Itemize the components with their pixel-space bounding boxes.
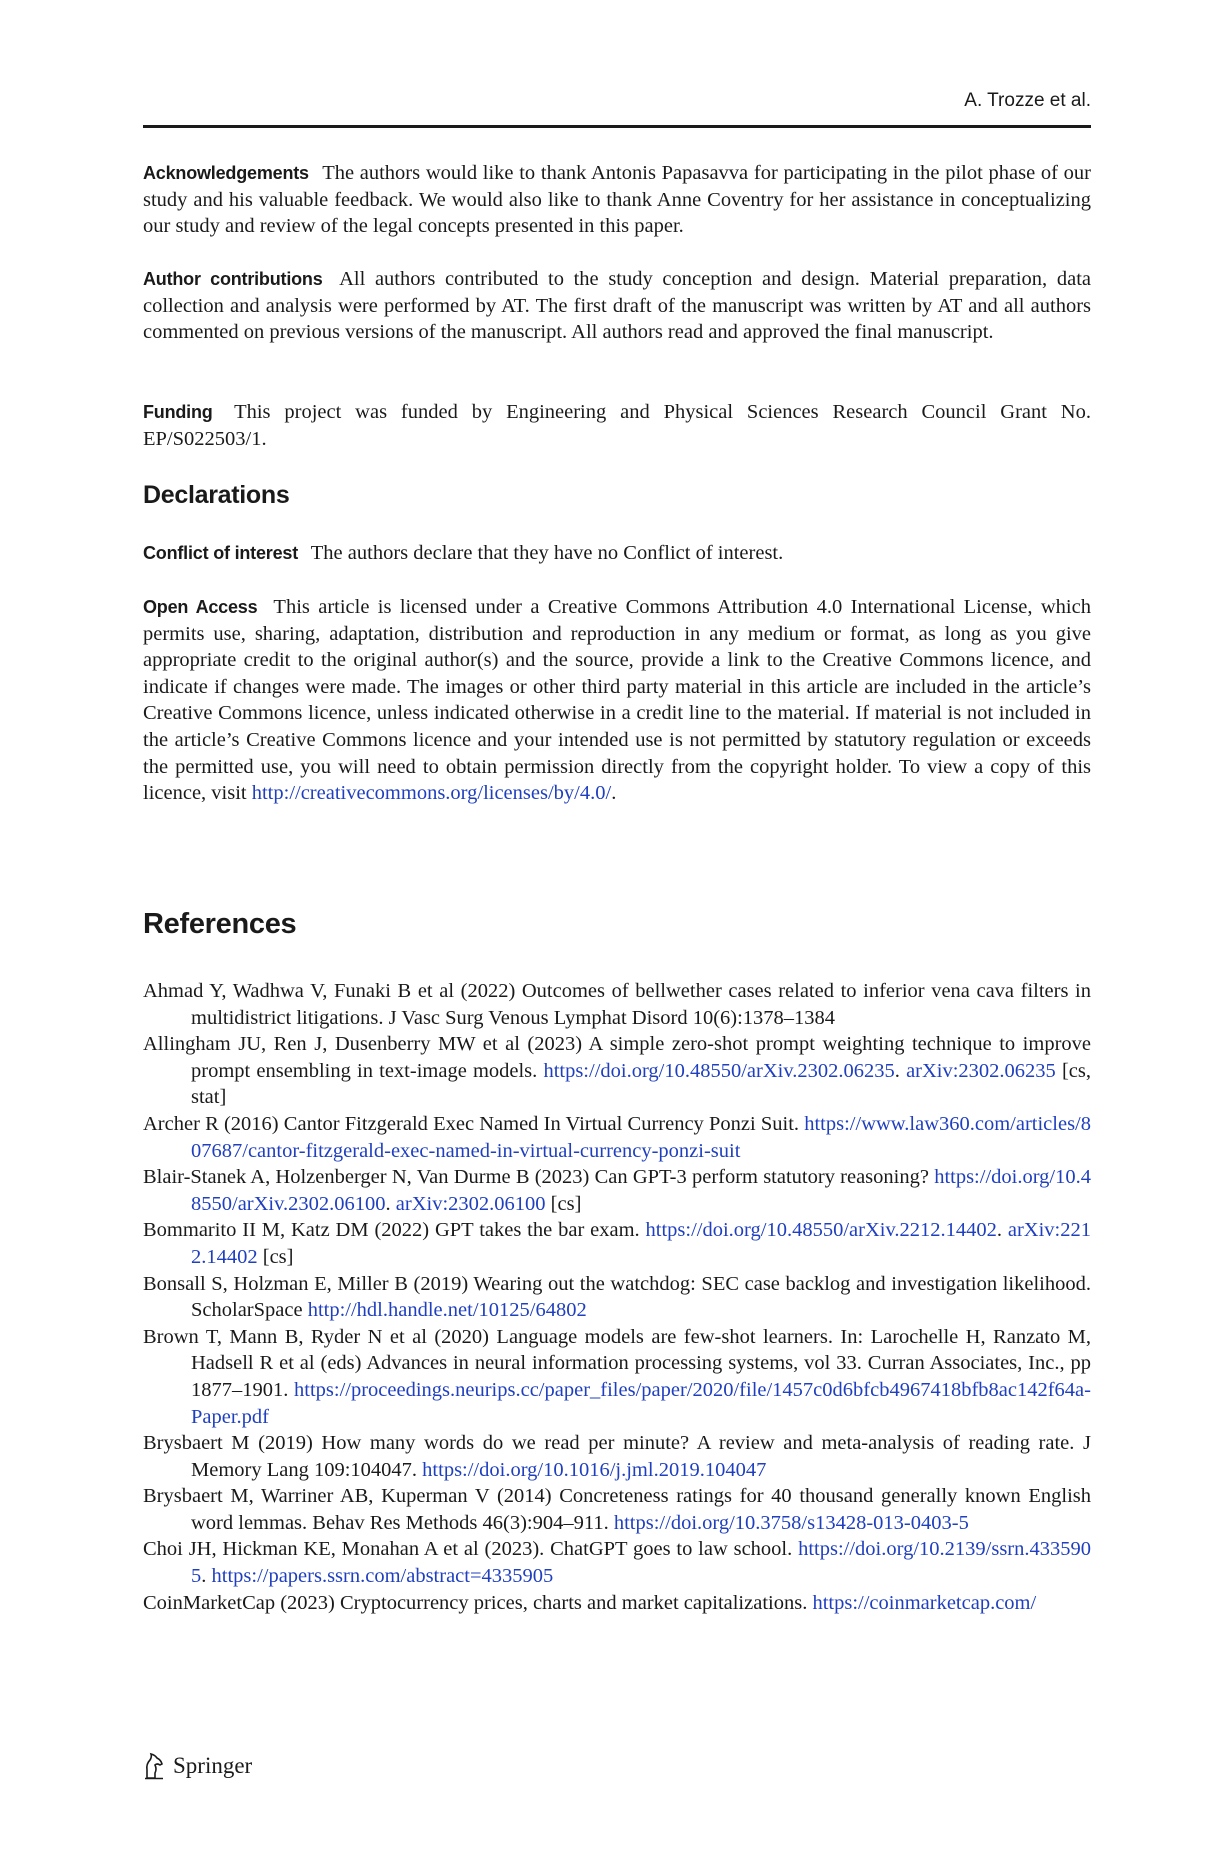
reference-link-secondary[interactable]: arXiv:2212.14402 — [191, 1219, 1091, 1268]
reference-tail: [cs, stat] — [191, 1059, 1091, 1109]
references-heading: References — [143, 908, 297, 940]
open-access-text: This article is licensed under a Creative Commons Attribution 4.0 International License, which permits use, sharing, adaptation, distribution and reproduction in any medium or format, as long as you give appropriate credit to the original author(s) and the source, provide a link to the Creative Commons licence, and indicate if changes were made. The images or other third party material in this article are included in the article’s Creative Commons licence, unless indicated otherwise in a credit line to the material. If material is not included in the article’s Creative Commons licence and your intended use is not permitted by statutory regulation or exceeds the permitted use, you will need to obtain permission directly from the copyright holder. To view a copy of this licence, visit — [143, 596, 1091, 805]
open-access-suffix: . — [611, 782, 617, 805]
reference-tail: [cs] — [257, 1245, 294, 1268]
license-link[interactable]: http://creativecommons.org/licenses/by/4.0/ — [251, 782, 612, 805]
reference-text: Ahmad Y, Wadhwa V, Funaki B et al (2022) Outcomes of bellwether cases related to inferior vena cava filters in multidistrict litigations. J Vasc Surg Venous Lymphat Disord 10(6):1378–1384 — [143, 980, 1091, 1029]
reference-separator: . — [894, 1059, 907, 1082]
reference-item — [143, 978, 1091, 1031]
reference-link[interactable]: https://doi.org/10.3758/s13428-013-0403-5 — [613, 1511, 969, 1534]
acknowledgements-text: The authors would like to thank Antonis Papasavva for participating in the pilot phase of our study and his valuable feedback. We would also like to thank Anne Coventry for her assistance in conceptualizing our study and review of the legal concepts presented in this paper. — [143, 162, 1091, 238]
acknowledgements-section — [143, 160, 1091, 240]
reference-link[interactable]: https://doi.org/10.1016/j.jml.2019.104047 — [422, 1458, 767, 1481]
reference-text: Bonsall S, Holzman E, Miller B (2019) Wearing out the watchdog: SEC case backlog and investigation likelihood. ScholarSpace — [143, 1272, 1091, 1322]
reference-text: CoinMarketCap (2023) Cryptocurrency prices, charts and market capitalizations. — [143, 1591, 813, 1614]
header-rule — [143, 125, 1091, 128]
reference-link-secondary[interactable]: arXiv:2302.06235 — [906, 1059, 1056, 1082]
reference-link[interactable]: https://doi.org/10.48550/arXiv.2302.06100 — [191, 1166, 1091, 1215]
reference-item — [143, 1217, 1091, 1270]
reference-separator: . — [996, 1219, 1008, 1242]
acknowledgements-label: Acknowledgements — [143, 163, 309, 183]
references-list — [143, 978, 1091, 1616]
author-contributions-text: All authors contributed to the study conception and design. Material preparation, data collection and analysis were performed by AT. The first draft of the manuscript was written by AT and all authors commented on previous versions of the manuscript. All authors read and approved the final manuscript. — [143, 268, 1091, 344]
reference-link-secondary[interactable]: arXiv:2302.06100 — [395, 1192, 546, 1215]
reference-text: Brysbaert M (2019) How many words do we read per minute? A review and meta-analysis of reading rate. J Memory Lang 109:104047. — [143, 1432, 1091, 1481]
running-head: A. Trozze et al. — [964, 90, 1091, 111]
author-contributions-section — [143, 266, 1091, 346]
reference-item — [143, 1324, 1091, 1430]
conflict-section — [143, 540, 1091, 567]
reference-separator: . — [385, 1192, 396, 1215]
reference-text: Blair-Stanek A, Holzenberger N, Van Durme B (2023) Can GPT-3 perform statutory reasoning? — [143, 1166, 935, 1189]
reference-text: Allingham JU, Ren J, Dusenberry MW et al (2023) A simple zero-shot prompt weighting technique to improve prompt ensembling in text-image models. — [143, 1033, 1091, 1082]
funding-text: This project was funded by Engineering and Physical Sciences Research Council Grant No. EP/S022503/1. — [143, 401, 1091, 450]
reference-item — [143, 1164, 1091, 1217]
funding-label: Funding — [143, 402, 213, 422]
reference-item — [143, 1590, 1091, 1617]
reference-link-secondary[interactable]: https://papers.ssrn.com/abstract=4335905 — [211, 1565, 554, 1588]
funding-section — [143, 399, 1091, 452]
open-access-label: Open Access — [143, 597, 258, 617]
conflict-label: Conflict of interest — [143, 543, 299, 563]
springer-horse-icon — [143, 1752, 165, 1780]
reference-tail: [cs] — [545, 1192, 582, 1215]
reference-text: Choi JH, Hickman KE, Monahan A et al (2023). ChatGPT goes to law school. — [143, 1538, 799, 1561]
reference-link[interactable]: http://hdl.handle.net/10125/64802 — [307, 1299, 587, 1322]
footer — [143, 1752, 252, 1780]
reference-item — [143, 1031, 1091, 1111]
reference-link[interactable]: https://doi.org/10.48550/arXiv.2212.14402 — [645, 1219, 997, 1242]
reference-text: Brysbaert M, Warriner AB, Kuperman V (2014) Concreteness ratings for 40 thousand generally known English word lemmas. Behav Res Methods 46(3):904–911. — [143, 1485, 1091, 1534]
reference-item — [143, 1111, 1091, 1164]
reference-item — [143, 1430, 1091, 1483]
reference-item — [143, 1271, 1091, 1324]
reference-text: Bommarito II M, Katz DM (2022) GPT takes the bar exam. — [143, 1219, 646, 1242]
reference-text: Archer R (2016) Cantor Fitzgerald Exec Named In Virtual Currency Ponzi Suit. — [143, 1112, 805, 1135]
reference-link[interactable]: https://doi.org/10.2139/ssrn.4335905 — [191, 1538, 1091, 1588]
reference-separator: . — [201, 1565, 212, 1588]
conflict-text: The authors declare that they have no Conflict of interest. — [310, 542, 784, 564]
reference-link[interactable]: https://doi.org/10.48550/arXiv.2302.06235 — [543, 1059, 895, 1082]
declarations-heading: Declarations — [143, 481, 290, 509]
publisher-name: Springer — [173, 1753, 253, 1778]
open-access-section — [143, 594, 1091, 807]
author-contributions-label: Author contributions — [143, 269, 323, 289]
reference-item — [143, 1483, 1091, 1536]
reference-text: Brown T, Mann B, Ryder N et al (2020) Language models are few-shot learners. In: Larochelle H, Ranzato M, Hadsell R et al (eds) Advances in neural information processing systems, vol 33. Curran Associates, Inc., pp 1877–1901. — [143, 1325, 1091, 1401]
reference-link[interactable]: https://www.law360.com/articles/807687/cantor-fitzgerald-exec-named-in-virtual-currency-ponzi-suit — [191, 1112, 1091, 1162]
reference-link[interactable]: https://proceedings.neurips.cc/paper_files/paper/2020/file/1457c0d6bfcb4967418bfb8ac142f64a-Paper.pdf — [191, 1378, 1091, 1428]
reference-link[interactable]: https://coinmarketcap.com/ — [812, 1591, 1037, 1614]
reference-item — [143, 1536, 1091, 1589]
